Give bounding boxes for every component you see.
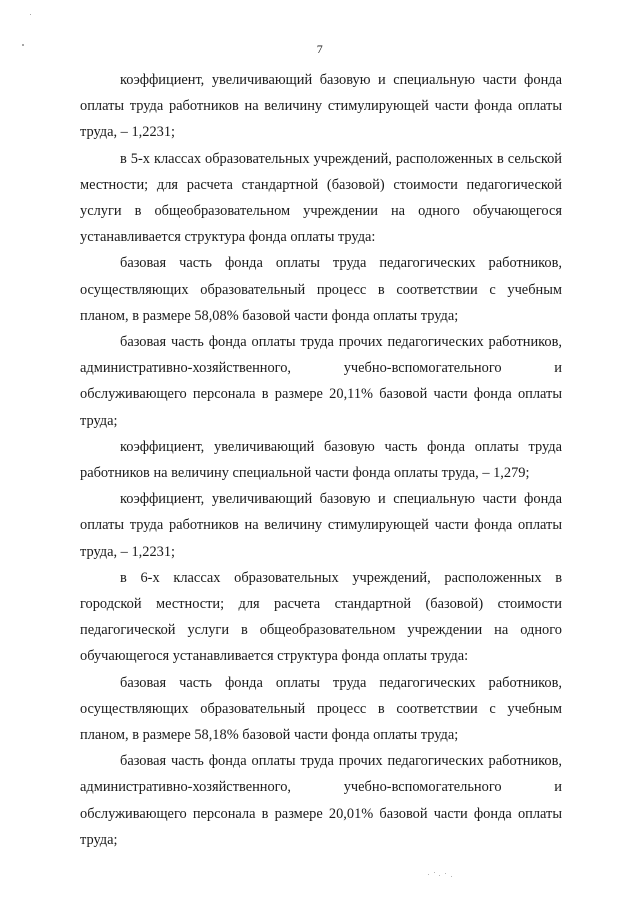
scan-artifact-specks: [428, 871, 454, 877]
paragraph: базовая часть фонда оплаты труда прочих педагогических работников, административно-хозяйственного, учебно-вспомогательного и обслуживающего персонала в размере 20,01% базовой части фонда оплаты труда;: [80, 753, 562, 848]
paragraph: коэффициент, увеличивающий базовую часть фонда оплаты труда работников на величину специальной части фонда оплаты труда, – 1,279;: [80, 438, 562, 482]
paragraph: базовая часть фонда оплаты труда педагогических работников, осуществляющих образовательный процесс в соответствии с учебным планом, в размере 58,18% базовой части фонда оплаты труда;: [80, 674, 562, 744]
paragraph: базовая часть фонда оплаты труда прочих педагогических работников, административно-хозяйственного, учебно-вспомогательного и обслуживающего персонала в размере 20,11% базовой части фонда оплаты труда;: [80, 334, 562, 429]
paragraph: в 5-х классах образовательных учреждений, расположенных в сельской местности; для расчета стандартной (базовой) стоимости педагогической услуги в общеобразовательном учреждении на одного обучающегося устанавливается структура фонда оплаты труда:: [80, 150, 562, 246]
page-number: 7: [316, 42, 324, 56]
paragraph: в 6-х классах образовательных учреждений, расположенных в городской местности; для расчета стандартной (базовой) стоимости педагогической услуги в общеобразовательном учреждении на одного обучающегося устанавливается структура фонда оплаты труда:: [80, 569, 562, 665]
paragraph: базовая часть фонда оплаты труда педагогических работников, осуществляющих образовательный процесс в соответствии с учебным планом, в размере 58,08% базовой части фонда оплаты труда;: [80, 255, 562, 324]
document-body: [80, 67, 562, 853]
paragraph: коэффициент, увеличивающий базовую и специальную части фонда оплаты труда работников на величину стимулирующей части фонда оплаты труда, – 1,2231;: [80, 491, 562, 560]
paragraph: коэффициент, увеличивающий базовую и специальную части фонда оплаты труда работников на величину стимулирующей части фонда оплаты труда, – 1,2231;: [80, 72, 562, 141]
scan-artifact-dot: [30, 14, 31, 15]
